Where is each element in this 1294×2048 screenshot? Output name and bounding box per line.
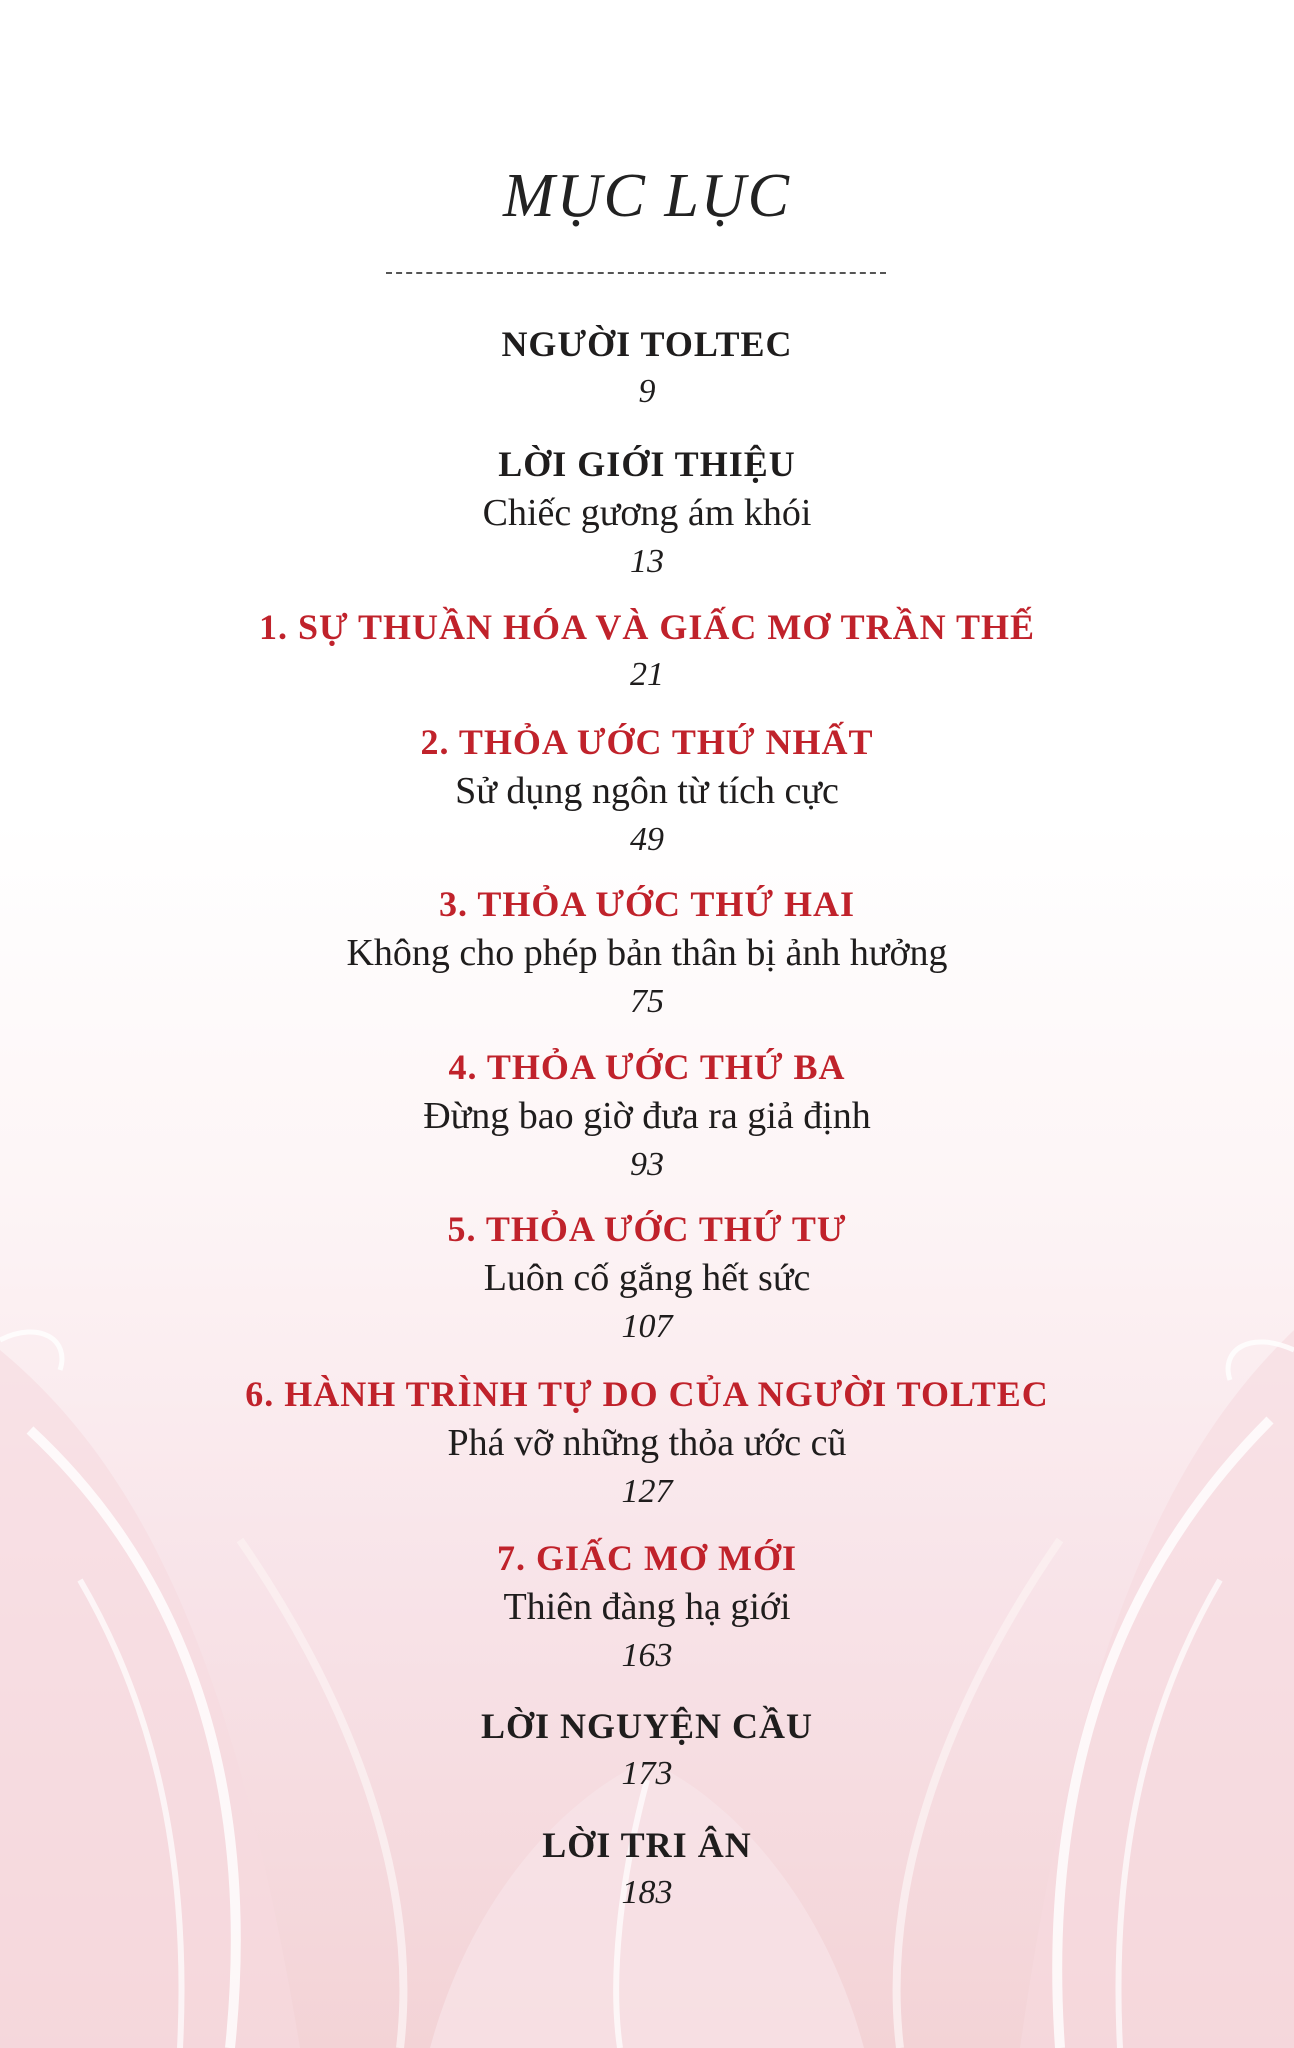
toc-entry-loi-nguyen-cau[interactable] xyxy=(0,1702,1294,1798)
toc-entry-page: 21 xyxy=(630,656,664,693)
toc-entry-loi-tri-an[interactable] xyxy=(0,1821,1294,1917)
toc-entry-chapter-7[interactable] xyxy=(0,1534,1294,1680)
toc-entry-page: 107 xyxy=(621,1308,673,1345)
toc-entry-page: 49 xyxy=(630,821,664,858)
toc-entry-subtitle: Luôn cố gắng hết sức xyxy=(483,1257,811,1299)
toc-entry-heading: 1. SỰ THUẦN HÓA VÀ GIẤC MƠ TRẦN THẾ xyxy=(258,607,1036,647)
toc-entry-subtitle: Đừng bao giờ đưa ra giả định xyxy=(423,1095,871,1137)
toc-entry-page: 9 xyxy=(638,373,656,410)
toc-entry-heading: 7. GIẤC MƠ MỚI xyxy=(497,1538,797,1578)
toc-entry-page: 183 xyxy=(621,1874,673,1911)
title-divider xyxy=(386,272,886,274)
page-title: MỤC LỤC xyxy=(503,162,791,230)
toc-entry-chapter-4[interactable] xyxy=(0,1043,1294,1189)
toc-entry-heading: NGƯỜI TOLTEC xyxy=(501,324,793,364)
toc-entry-loi-gioi-thieu[interactable] xyxy=(0,440,1294,586)
toc-entry-subtitle: Phá vỡ những thỏa ước cũ xyxy=(447,1422,847,1464)
toc-entry-subtitle: Sử dụng ngôn từ tích cực xyxy=(455,770,839,812)
toc-entry-chapter-2[interactable] xyxy=(0,718,1294,864)
toc-entry-chapter-3[interactable] xyxy=(0,880,1294,1026)
toc-entry-heading: 5. THỎA ƯỚC THỨ TƯ xyxy=(447,1209,847,1249)
toc-entry-subtitle: Thiên đàng hạ giới xyxy=(503,1586,791,1628)
toc-entry-page: 173 xyxy=(621,1755,673,1792)
toc-entry-page: 93 xyxy=(630,1146,664,1183)
toc-entry-chapter-5[interactable] xyxy=(0,1205,1294,1351)
toc-entry-page: 127 xyxy=(621,1473,673,1510)
toc-entry-heading: 2. THỎA ƯỚC THỨ NHẤT xyxy=(420,722,874,762)
toc-entry-heading: 4. THỎA ƯỚC THỨ BA xyxy=(448,1047,846,1087)
toc-entry-chapter-6[interactable] xyxy=(0,1370,1294,1516)
toc-entry-subtitle: Chiếc gương ám khói xyxy=(482,492,812,534)
toc-entry-page: 163 xyxy=(621,1637,673,1674)
toc-entry-heading: LỜI GIỚI THIỆU xyxy=(498,444,796,484)
toc-entry-chapter-1[interactable] xyxy=(0,603,1294,699)
toc-entry-subtitle: Không cho phép bản thân bị ảnh hưởng xyxy=(346,932,948,974)
toc-entry-heading: 6. HÀNH TRÌNH TỰ DO CỦA NGƯỜI TOLTEC xyxy=(245,1374,1049,1414)
toc-entry-page: 13 xyxy=(630,543,664,580)
toc-entry-heading: LỜI TRI ÂN xyxy=(542,1825,752,1865)
toc-entry-page: 75 xyxy=(630,983,664,1020)
toc-entry-nguoi-toltec[interactable] xyxy=(0,320,1294,416)
toc-entry-heading: LỜI NGUYỆN CẦU xyxy=(480,1706,814,1746)
toc-entry-heading: 3. THỎA ƯỚC THỨ HAI xyxy=(438,884,856,924)
